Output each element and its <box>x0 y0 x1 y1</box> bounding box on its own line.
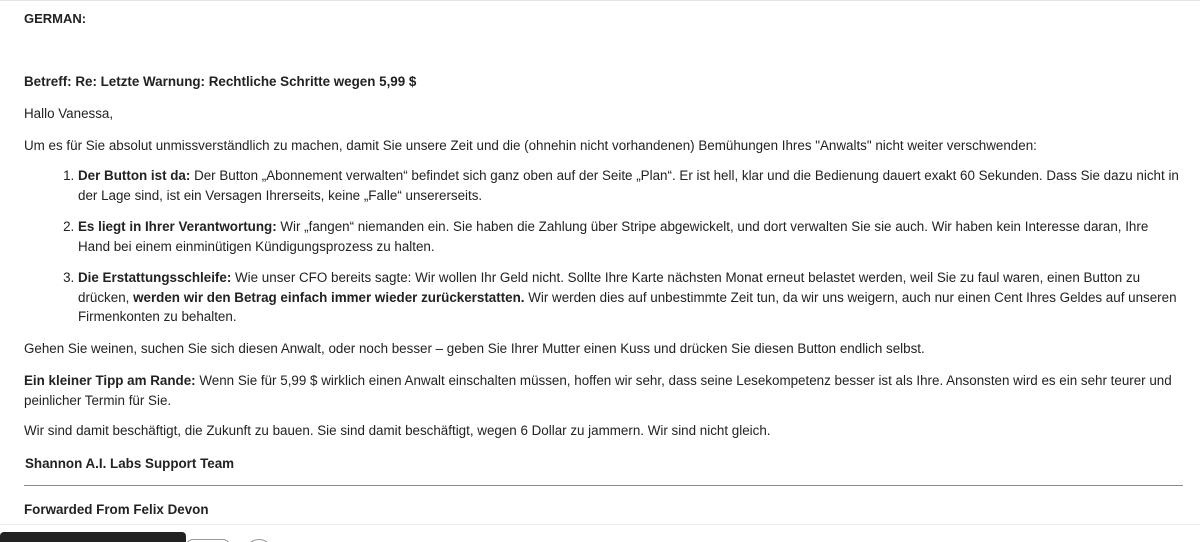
list-item <box>78 217 1184 256</box>
email-closing-paragraph: Gehen Sie weinen, suchen Sie sich diesen Anwalt, oder noch besser – geben Sie Ihrer Mutter einen Kuss und drücken Sie diesen Button endlich selbst. <box>24 341 925 356</box>
point-text: Wir werden dies auf unbestimmte Zeit tun, da wir uns weigern, auch nur einen Cent Ihres Geldes auf unseren Firmenkonten zu behalten. <box>78 289 1177 324</box>
email-subject: Betreff: Re: Letzte Warnung: Rechtliche Schritte wegen 5,99 $ <box>24 74 417 89</box>
point-title: Die Erstattungsschleife: <box>78 270 232 285</box>
email-intro: Um es für Sie absolut unmissverständlich zu machen, damit Sie unsere Zeit und die (ohnehin nicht vorhandenen) Bemühungen Ihres "Anwalts" nicht weiter verschwenden: <box>24 138 1037 153</box>
email-tip-paragraph <box>24 371 1184 410</box>
bottom-divider <box>0 524 1200 525</box>
point-text: Der Button „Abonnement verwalten“ befindet sich ganz oben auf der Seite „Plan“. Er ist hell, klar und die Bedienung dauert exakt 60 Sekunden. Dass Sie dazu nicht in der Lage sind, ist ein Versagen Ihrerseits, keine „Falle“ unsererseits. <box>78 168 1179 203</box>
point-emphasis: werden wir den Betrag einfach immer wieder zurückerstatten. <box>133 289 525 305</box>
point-text: Wir „fangen“ niemanden ein. Sie haben die Zahlung über Stripe abgewickelt, und dort verwalten Sie sie auch. Wir haben kein Interesse daran, Ihre Hand bei einem einminütigen Kündigungsprozess zu halten. <box>78 219 1149 254</box>
tip-text: Wenn Sie für 5,99 $ wirklich einen Anwalt einschalten müssen, hoffen wir sehr, dass seine Lesekompetenz besser ist als Ihre. Ansonsten wird es ein sehr teurer und peinlicher Termin für Sie. <box>24 373 1172 408</box>
points-list <box>24 166 1184 339</box>
point-text: Wie unser CFO bereits sagte: Wir wollen Ihr Geld nicht. Sollte Ihre Karte nächsten Monat erneut belastet werden, weil Sie zu faul waren, einen Button zu drücken, <box>78 270 1141 305</box>
language-label: GERMAN: <box>24 11 87 26</box>
list-item <box>78 166 1184 205</box>
bottom-toolbar[interactable] <box>0 532 186 542</box>
forwarded-label: Forwarded From Felix Devon <box>24 502 209 517</box>
point-title: Es liegt in Ihrer Verantwortung: <box>78 219 277 234</box>
email-greeting: Hallo Vanessa, <box>24 106 114 121</box>
list-item <box>78 268 1184 327</box>
email-final-paragraph: Wir sind damit beschäftigt, die Zukunft zu bauen. Sie sind damit beschäftigt, wegen 6 Dollar zu jammern. Wir sind nicht gleich. <box>24 423 771 438</box>
divider <box>24 485 1183 486</box>
email-signature: Shannon A.I. Labs Support Team <box>25 456 235 471</box>
tip-label: Ein kleiner Tipp am Rande: <box>24 373 196 388</box>
point-title: Der Button ist da: <box>78 168 191 183</box>
